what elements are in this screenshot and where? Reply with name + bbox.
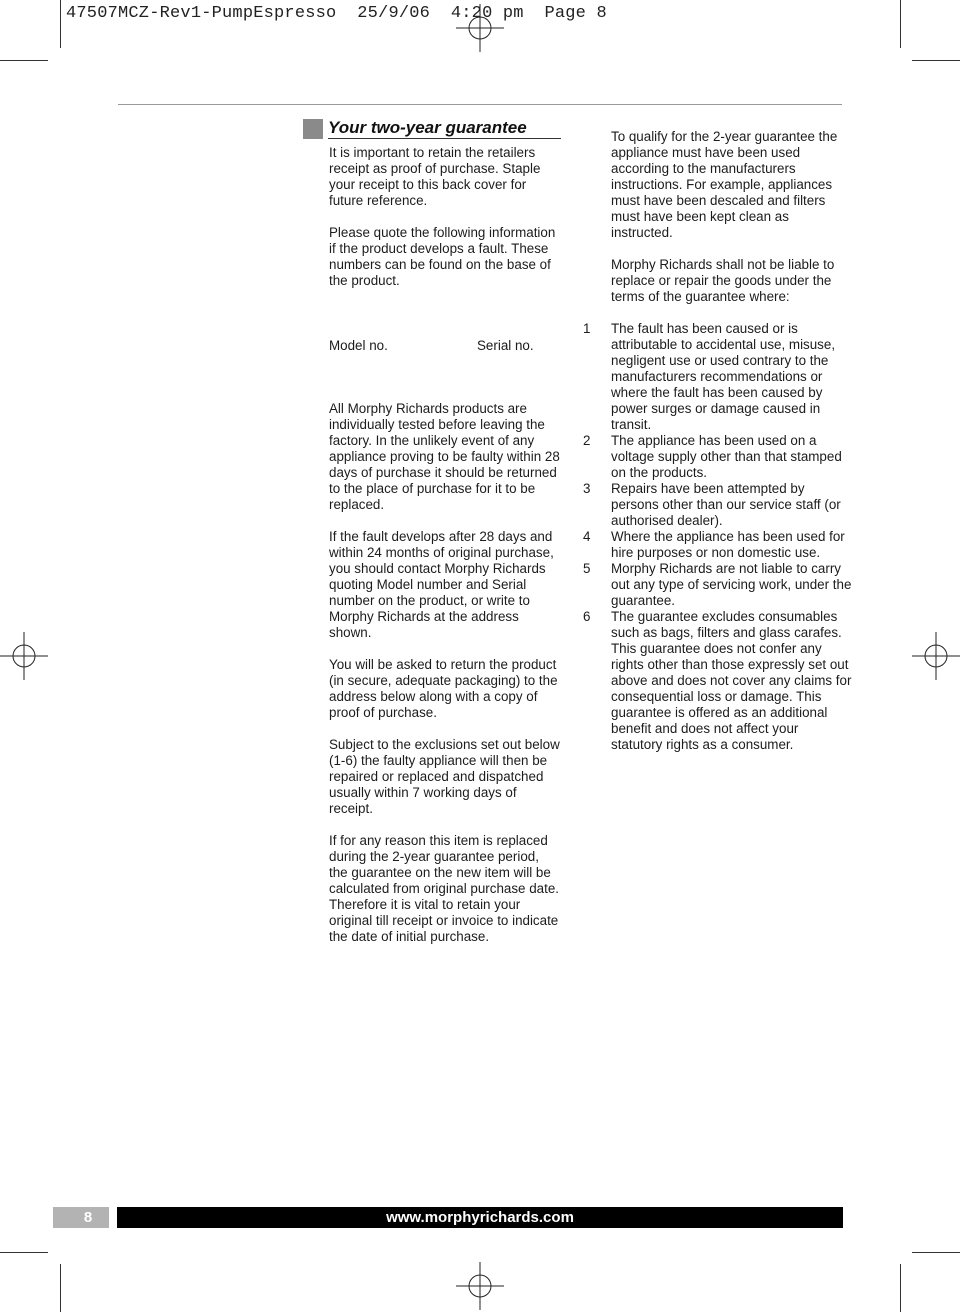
list-number: 4 — [583, 529, 591, 544]
list-number: 1 — [583, 321, 591, 336]
footer-bar — [117, 1207, 843, 1228]
printer-slug: 47507MCZ-Rev1-PumpEspresso 25/9/06 4:20 pm Page 8 — [66, 4, 607, 23]
qualify-paragraph: To qualify for the 2-year guarantee the appliance must have been used according to the manufacturers instructions. For example, appliances must have been descaled and filters must have been kept clean as instructed. — [611, 129, 838, 240]
list-number: 3 — [583, 481, 591, 496]
heading-marker-icon — [303, 119, 323, 139]
list-text: The guarantee excludes consumables such as bags, filters and glass carafes. — [611, 609, 842, 640]
list-text: The fault has been caused or is attributable to accidental use, misuse, negligent use or used contrary to the manufacturers recommendations or where the fault has been caused by power surges or damage caused in transit. — [611, 321, 836, 432]
replacement-paragraph: If for any reason this item is replaced during the 2-year guarantee period, the guarantee on the new item will be calculated from original purchase date. Therefore it is vital to retain your original till receipt or invoice to indicate the date of initial purchase. — [329, 833, 560, 944]
not-liable-paragraph: Morphy Richards shall not be liable to replace or repair the goods under the terms of the guarantee where: — [611, 257, 835, 304]
list-item — [583, 481, 853, 529]
top-rule — [118, 104, 842, 105]
heading-underline — [328, 138, 561, 139]
after-28-days-paragraph: If the fault develops after 28 days and within 24 months of original purchase, you should contact Morphy Richards quoting Model number and Serial number on the product, or write to Morphy Richards at the address shown. — [329, 529, 554, 640]
intro-paragraph: It is important to retain the retailers receipt as proof of purchase. Staple your receipt to this back cover for future reference. — [329, 145, 541, 208]
registration-mark-icon — [912, 632, 960, 680]
list-item — [583, 433, 853, 481]
registration-mark-icon — [456, 1262, 504, 1310]
crop-mark — [900, 0, 901, 48]
page-number: 8 — [83, 1209, 93, 1226]
serial-number-label: Serial no. — [477, 338, 534, 353]
crop-mark — [0, 1252, 48, 1253]
list-number: 2 — [583, 433, 591, 448]
return-product-paragraph: You will be asked to return the product (in secure, adequate packaging) to the address below along with a copy of proof of purchase. — [329, 657, 558, 720]
crop-mark — [60, 1264, 61, 1312]
crop-mark — [60, 0, 61, 48]
tested-paragraph: All Morphy Richards products are individually tested before leaving the factory. In the unlikely event of any appliance proving to be faulty within 28 days of purchase it should be returned to the place of purchase for it to be replaced. — [329, 401, 560, 512]
list-item — [583, 561, 853, 609]
crop-mark — [900, 1264, 901, 1312]
quote-info-paragraph: Please quote the following information if the product develops a fault. These numbers can be found on the base of the product. — [329, 225, 556, 288]
list-number: 5 — [583, 561, 591, 576]
list-text: Morphy Richards are not liable to carry out any type of servicing work, under the guarantee. — [611, 561, 852, 608]
statutory-paragraph: This guarantee does not confer any rights other than those expressly set out above and does not cover any claims for consequential loss or damage. This guarantee is offered as an additional benefit and does not affect your statutory rights as a consumer. — [611, 641, 852, 752]
list-item — [583, 321, 853, 433]
page-number-bar — [53, 1207, 109, 1228]
exclusions-list — [583, 321, 853, 753]
registration-mark-icon — [456, 4, 504, 52]
list-number: 6 — [583, 609, 591, 624]
list-item — [583, 609, 853, 641]
left-column-body — [329, 401, 561, 945]
model-number-label: Model no. — [329, 338, 388, 353]
page-title: Your two-year guarantee — [328, 118, 527, 137]
right-column-top — [611, 129, 851, 305]
left-column-top — [329, 145, 561, 289]
crop-mark — [912, 60, 960, 61]
crop-mark — [0, 60, 48, 61]
crop-mark — [912, 1252, 960, 1253]
list-text: Where the appliance has been used for hire purposes or non domestic use. — [611, 529, 845, 560]
exclusions-intro-paragraph: Subject to the exclusions set out below (1-6) the faulty appliance will then be repaired or replaced and dispatched usually within 7 working days of receipt. — [329, 737, 560, 816]
list-item — [583, 529, 853, 561]
product-id-fields — [329, 338, 561, 356]
registration-mark-icon — [0, 632, 48, 680]
section-heading — [303, 118, 558, 140]
website-url: www.morphyrichards.com — [386, 1209, 574, 1226]
list-text: The appliance has been used on a voltage supply other than that stamped on the products. — [611, 433, 842, 480]
list-text: Repairs have been attempted by persons other than our service staff (or authorised dealer). — [611, 481, 841, 528]
